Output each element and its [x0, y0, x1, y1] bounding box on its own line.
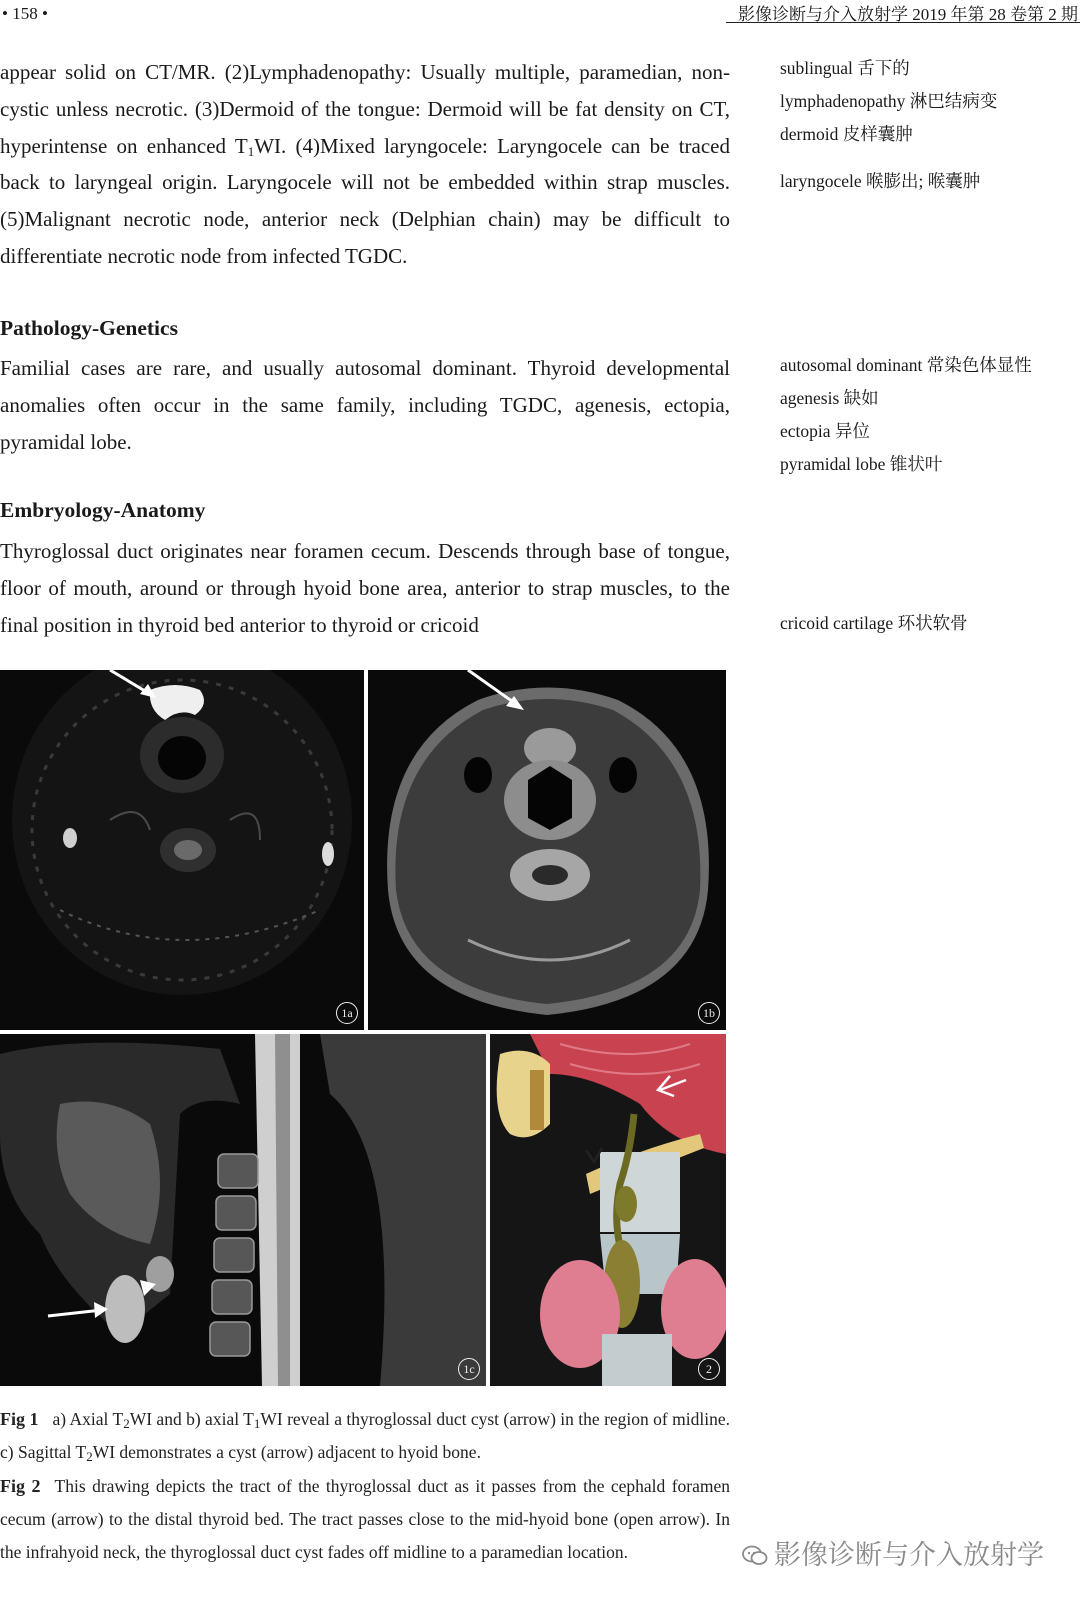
caption-fig1-a: a) Axial T — [52, 1409, 124, 1429]
glossary-term: agenesis 缺如 — [780, 388, 879, 408]
caption-fig1-d: WI demonstrates a cyst (arrow) adjacent to hyoid bone. — [92, 1442, 481, 1463]
mri-axial-t1-image — [368, 670, 726, 1030]
figure-label-1c: 1c — [458, 1358, 480, 1380]
pathology-paragraph — [0, 350, 730, 460]
figure-label-1b: 1b — [698, 1002, 720, 1024]
glossary-term: pyramidal lobe 锥状叶 — [780, 454, 943, 474]
glossary-term: laryngocele 喉膨出; 喉囊肿 — [780, 171, 981, 191]
glossary-term: ectopia 异位 — [780, 421, 870, 441]
watermark — [742, 1533, 1044, 1572]
intro-paragraph — [0, 54, 730, 275]
section-heading-embryology: Embryology-Anatomy — [0, 498, 206, 522]
caption-fig1-c: WI reveal a thyroglossal duct cyst (arrow) in the region of midline. c) Sagittal T — [0, 1409, 730, 1463]
header-rule — [726, 22, 1080, 23]
intro-text-2: WI. (4)Mixed laryngocele: Laryngocele can be traced back to laryngeal origin. Laryngocele will not be embedded within strap muscles. (5)Malignant necrotic node, anterior neck (Delphian chain) may be difficult to differentiate necrotic node from infected TGDC. — [0, 133, 730, 268]
glossary-intro — [780, 52, 997, 198]
figure-1a — [0, 670, 364, 1030]
glossary-term: sublingual 舌下的 — [780, 58, 910, 78]
embryology-text: Thyroglossal duct originates near foramen cecum. Descends through base of tongue, floor of mouth, around or through hyoid bone area, anterior to strap muscles, to the final position in thyroid bed anterior to thyroid or cricoid — [0, 539, 730, 637]
glossary-term: lymphadenopathy 淋巴结病变 — [780, 91, 998, 111]
figure-1c — [0, 1034, 486, 1386]
section-heading-pathology: Pathology-Genetics — [0, 316, 178, 340]
glossary-embryology — [780, 607, 968, 640]
glossary-pathology — [780, 349, 1032, 481]
figure-label-2: 2 — [698, 1358, 720, 1380]
embryology-paragraph — [0, 533, 730, 643]
figure-2 — [490, 1034, 726, 1386]
glossary-term: dermoid 皮样囊肿 — [780, 124, 913, 144]
thyroglossal-duct-drawing — [490, 1034, 726, 1386]
caption-fig1 — [0, 1403, 730, 1469]
pathology-text: Familial cases are rare, and usually autosomal dominant. Thyroid developmental anomalies often occur in the same family, including TGDC, agenesis, ectopia, pyramidal lobe. — [0, 356, 730, 454]
caption-fig1-label: Fig 1 — [0, 1409, 39, 1429]
mri-axial-t2-image — [0, 670, 364, 1030]
intro-text-1: appear solid on CT/MR. (2)Lymphadenopathy: Usually multiple, paramedian, non-cystic unless necrotic. (3)Dermoid of the tongue: Dermoid will be fat density on CT, hyperintense on enhanced T — [0, 60, 730, 158]
caption-fig2 — [0, 1470, 730, 1570]
watermark-text: 影像诊断与介入放射学 — [774, 1540, 1044, 1571]
intro-sub-1: 1 — [247, 143, 255, 159]
glossary-term: autosomal dominant 常染色体显性 — [780, 355, 1032, 375]
caption-fig1-c-sub: 2 — [86, 1449, 93, 1465]
page-number: • 158 • — [2, 4, 48, 23]
glossary-term: cricoid cartilage 环状软骨 — [780, 613, 968, 633]
caption-fig2-label: Fig 2 — [0, 1476, 41, 1496]
caption-fig1-b: WI and b) axial T — [129, 1409, 254, 1429]
mri-sagittal-t2-image — [0, 1034, 486, 1386]
caption-fig1-b-sub: 1 — [253, 1416, 261, 1431]
journal-title: 影像诊断与介入放射学 2019 年第 28 卷第 2 期 — [738, 5, 1078, 24]
caption-fig2-text: This drawing depicts the tract of the thyroglossal duct as it passes from the cephald foramen cecum (arrow) to the distal thyroid bed. The tract passes close to the mid-hyoid bone (open arrow). In the infrahyoid neck, the thyroglossal duct cyst fades off midline to a paramedian location. — [0, 1476, 731, 1563]
figure-1b — [368, 670, 726, 1030]
caption-fig1-a-sub: 2 — [123, 1416, 130, 1431]
figure-label-1a: 1a — [336, 1002, 358, 1024]
wechat-icon — [742, 1544, 768, 1566]
